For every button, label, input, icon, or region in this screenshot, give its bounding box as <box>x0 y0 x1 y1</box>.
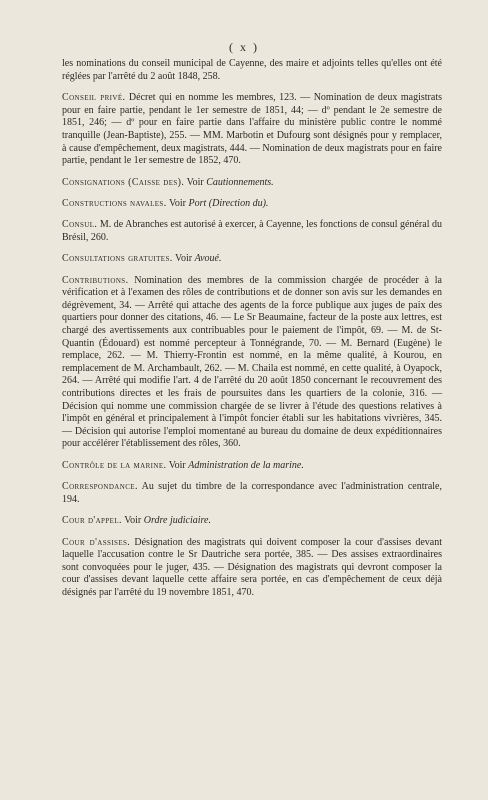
entry-text: Voir <box>121 515 144 527</box>
entry-text: M. de Abranches est autorisé à exercer, à Cayenne, les fonctions de consul général du Brésil, 260. <box>62 219 442 243</box>
page-number: ( x ) <box>229 40 259 54</box>
index-content <box>62 58 442 608</box>
entry-heading: Contributions. <box>62 274 129 286</box>
entry-text: Voir <box>166 459 189 471</box>
entry-cross-reference: Cautionnements. <box>206 176 274 188</box>
entry-text: Nomination des membres de la commission chargée de procéder à la vérification et à l'examen des rôles de contributions et de donner son avis sur les demandes en dégrèvement, 34. — Arrêté qui attache des agents de la force publique aux juges de paix des quartiers pour donner des citations, 46. — Le Sr Beaumaine, facteur de la poste aux lettres, est chargé des avertissements aux contribuables pour le paiement de l'impôt, 69. — M. de St-Quantin (Édouard) est nommé percepteur à Tonnégrande, 70. — M. Bernard (Eugène) le remplace, 262. — M. Thierry-Frontin est nommé, en la même qualité, à Kourou, en remplacement de M. Archambault, 262. — M. Chaila est nommé, en cette qualité, à Oyapock, 264. — Arrêté qui modifie l'art. 4 de l'arrêté du 20 août 1850 concernant le recouvrement des contributions directes et les frais de poursuites dans les quartiers de la colonie, 316. — Décision qui nomme une commission chargée de se livrer à l'étude des questions relatives à l'impôt en général et principalement à l'impôt foncier établi sur les habitations vivrières, 345. — Décision qui autorise l'emploi momentané au bureau du domaine de deux expéditionnaires pour accélérer l'établissement des rôles, 360. <box>62 274 442 450</box>
index-entry-constructions-navales <box>62 198 442 211</box>
index-entry-cour-appel <box>62 515 442 528</box>
index-entry-consultations-gratuites <box>62 253 442 266</box>
entry-cross-reference: Avoué. <box>194 253 222 265</box>
entry-heading: Cour d'appel. <box>62 515 122 527</box>
entry-text: Désignation des magistrats qui doivent composer la cour d'assises devant laquelle l'accusation contre le Sr Dautriche sera portée, 385. — Des assises extraordinaires sont convoquées pour le juger, 435. — Désignation des magistrats qui devront composer la cour d'assises devant laquelle cette affaire sera portée, en cas d'empêchement de ceux déjà désignés par l'arrêté du 19 novembre 1851, 470. <box>62 536 442 598</box>
entry-heading: Constructions navales. <box>62 197 167 209</box>
index-entry-consignations <box>62 177 442 190</box>
entry-cross-reference: Port (Direction du). <box>188 197 269 209</box>
entry-text: Décret qui en nomme les membres, 123. — Nomination de deux magistrats pour en faire partie, pendant le 1er semestre de 1851, 44; — dº pendant le 2e semestre de 1851, 246; — dº pour en faire partie dans l'affaire du ministère public contre le nommé tranquille (Jean-Baptiste), 255. — MM. Marbotin et Dufourg sont désignés pour y remplacer, à cause d'empêchement, deux magistrats, 444. — Nomination de deux magistrats pour en faire partie, pendant le 1er semestre de 1852, 470. <box>62 92 442 167</box>
entry-text: les nominations du conseil municipal de Cayenne, des maire et adjoints telles qu'elles ont été réglées par l'arrêté du 2 août 1848, 258. <box>62 58 442 82</box>
entry-heading: Consultations gratuites. <box>62 253 173 265</box>
entry-heading: Consignations (Caisse des). <box>62 176 185 188</box>
index-entry-consul <box>62 219 442 244</box>
entry-text: Voir <box>166 197 189 209</box>
entry-heading: Cour d'assises. <box>62 536 131 548</box>
entry-heading: Conseil privé. <box>62 92 126 104</box>
entry-heading: Contrôle de la marine. <box>62 459 167 471</box>
entry-heading: Correspondance. <box>62 481 138 493</box>
entry-text: Voir <box>172 253 195 265</box>
entry-text: Au sujet du timbre de la correspondance avec l'administration centrale, 194. <box>62 481 442 505</box>
entry-text: Voir <box>184 176 207 188</box>
entry-heading: Consul. <box>62 219 98 231</box>
entry-cross-reference: Ordre judiciaire. <box>143 515 211 527</box>
index-entry-conseil-prive <box>62 92 442 168</box>
index-entry-controle-marine <box>62 460 442 473</box>
index-entry-continuation <box>62 58 442 83</box>
index-entry-contributions <box>62 275 442 451</box>
index-entry-cour-assises <box>62 537 442 600</box>
entry-cross-reference: Administration de la marine. <box>188 459 304 471</box>
index-entry-correspondance <box>62 481 442 506</box>
